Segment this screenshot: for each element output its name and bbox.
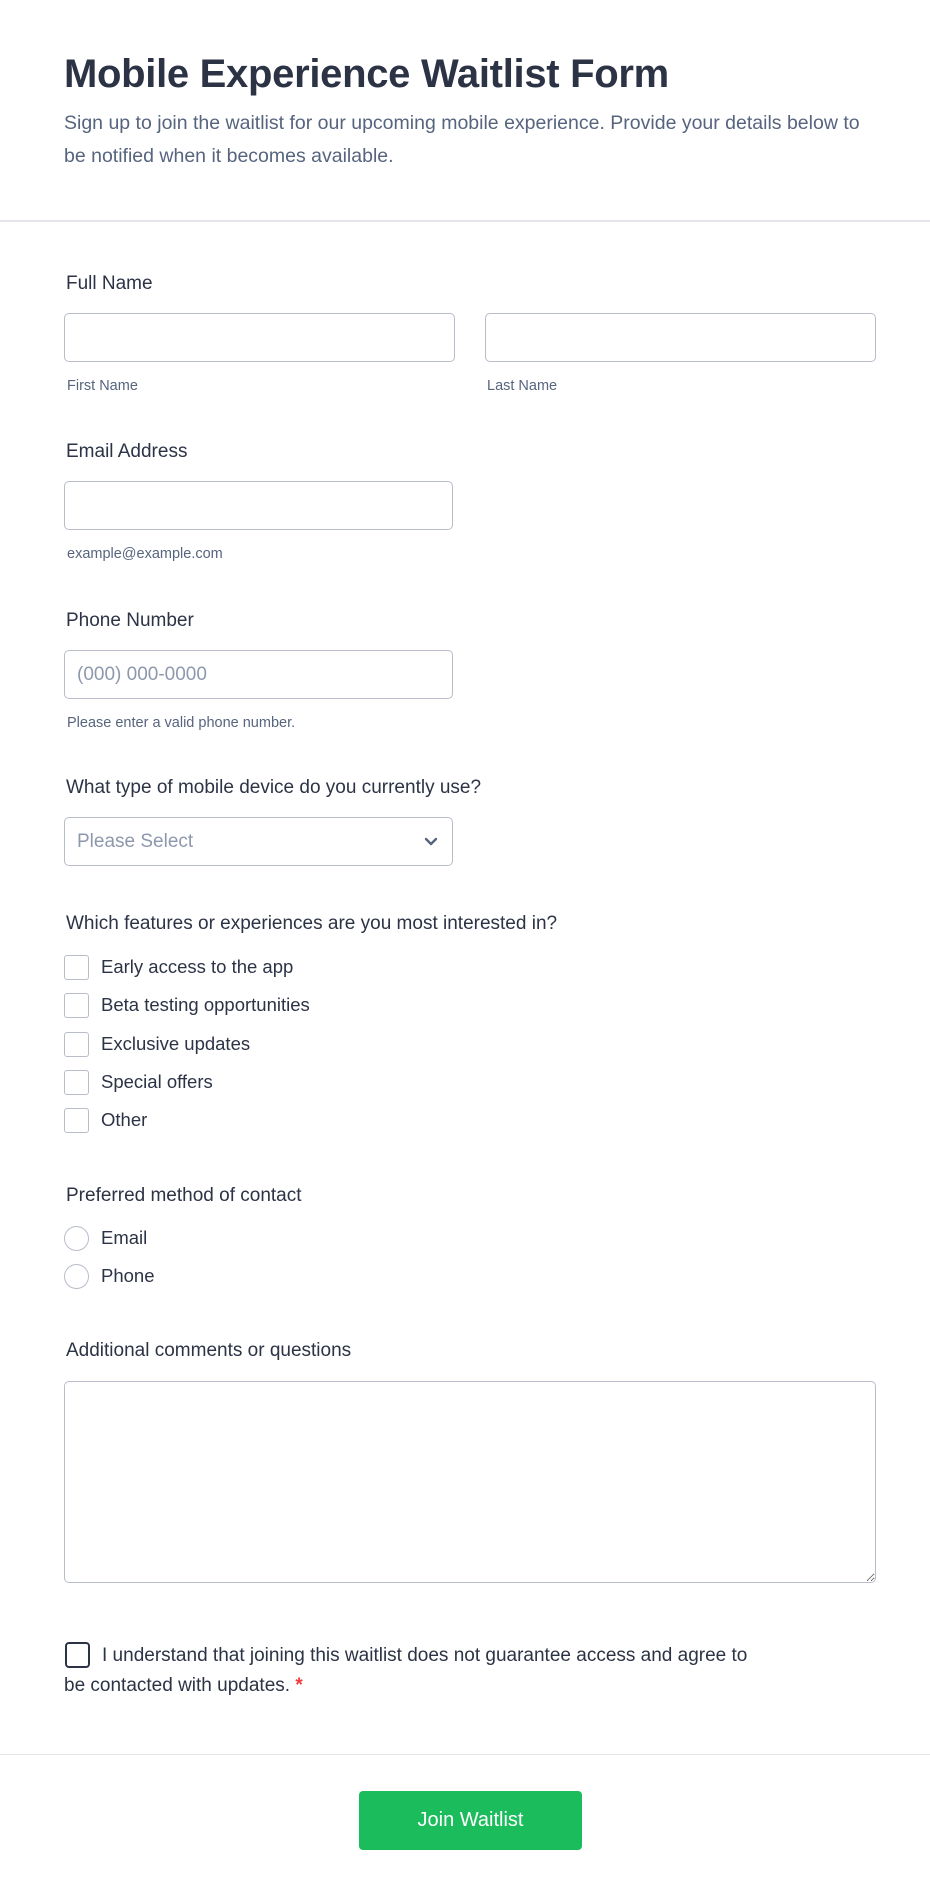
feature-checkbox-other[interactable] xyxy=(64,1108,89,1133)
required-asterisk: * xyxy=(295,1675,303,1696)
comments-label: Additional comments or questions xyxy=(66,1340,352,1361)
feature-checkbox-updates[interactable] xyxy=(64,1032,89,1057)
device-select[interactable] xyxy=(64,817,453,866)
contact-option-label: Email xyxy=(101,1227,148,1248)
footer-divider xyxy=(0,1754,930,1755)
device-label: What type of mobile device do you currently use? xyxy=(66,777,482,798)
device-select-value: Please Select xyxy=(77,830,194,852)
join-waitlist-button[interactable]: Join Waitlist xyxy=(359,1791,582,1850)
email-input[interactable] xyxy=(64,481,453,530)
header-divider xyxy=(0,220,930,222)
feature-option-label: Exclusive updates xyxy=(101,1033,251,1054)
contact-radio-email[interactable] xyxy=(64,1226,89,1251)
feature-checkbox-beta[interactable] xyxy=(64,993,89,1018)
feature-option-label: Beta testing opportunities xyxy=(101,994,310,1015)
features-label: Which features or experiences are you most interested in? xyxy=(66,913,558,934)
phone-hint: Please enter a valid phone number. xyxy=(67,715,296,731)
consent-label: I understand that joining this waitlist does not guarantee access and agree to be contacted with updates. xyxy=(64,1645,748,1696)
phone-input[interactable] xyxy=(64,650,453,699)
consent-text xyxy=(64,1641,764,1701)
email-hint: example@example.com xyxy=(67,546,223,562)
chevron-down-icon xyxy=(422,832,440,850)
first-name-sublabel: First Name xyxy=(67,378,138,394)
contact-option-label: Phone xyxy=(101,1265,155,1286)
last-name-input[interactable] xyxy=(485,313,876,362)
feature-option-label: Early access to the app xyxy=(101,956,294,977)
contact-label: Preferred method of contact xyxy=(66,1185,302,1206)
form-subtitle: Sign up to join the waitlist for our upcoming mobile experience. Provide your details below to be notified when it becomes available. xyxy=(64,112,860,167)
feature-option-label: Other xyxy=(101,1109,148,1130)
email-label: Email Address xyxy=(66,441,188,462)
phone-label: Phone Number xyxy=(66,610,194,631)
feature-checkbox-early-access[interactable] xyxy=(64,955,89,980)
first-name-input[interactable] xyxy=(64,313,455,362)
comments-textarea[interactable] xyxy=(64,1381,876,1583)
contact-radio-phone[interactable] xyxy=(64,1264,89,1289)
full-name-label: Full Name xyxy=(66,273,153,294)
feature-checkbox-offers[interactable] xyxy=(64,1070,89,1095)
feature-option-label: Special offers xyxy=(101,1071,213,1092)
last-name-sublabel: Last Name xyxy=(487,378,558,394)
form-title: Mobile Experience Waitlist Form xyxy=(64,52,669,96)
